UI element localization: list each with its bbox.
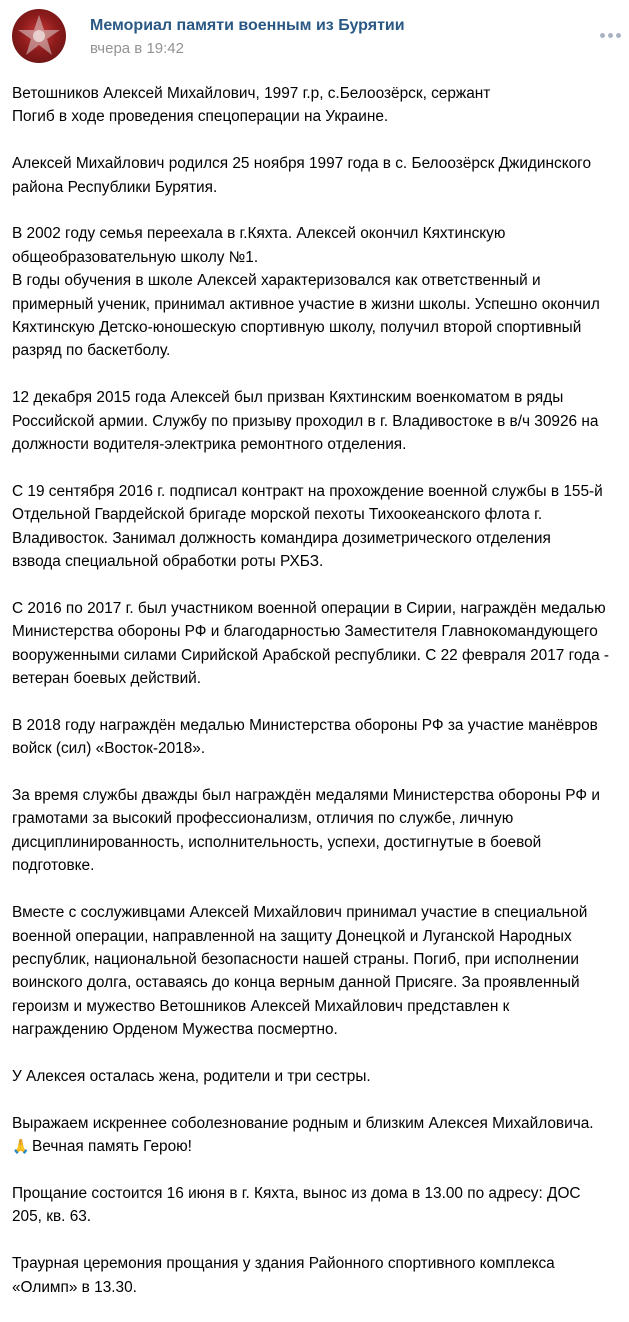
- memory-text: Вечная память Герою!: [32, 1138, 192, 1156]
- post-paragraph: В 2018 году награждён медалью Министерства обороны РФ за участие манёвров войск (сил) «Восток-2018».: [12, 716, 598, 758]
- condolence-text: Выражаем искреннее соболезнование родным и близким Алексея Михайловича.: [12, 1114, 594, 1132]
- post-paragraph: В 2002 году семья переехала в г.Кяхта. Алексей окончил Кяхтинскую общеобразовательную школу №1. В годы обучения в школе Алексей характеризовался как ответственный и примерный ученик, принимал активное участие в жизни школы. Успешно окончил Кяхтинскую Детско-юношескую спортивную школу, получил второй спортивный разряд по баскетболу.: [12, 225, 600, 360]
- post-paragraph: 12 декабря 2015 года Алексей был призван Кяхтинским военкоматом в ряды Российской армии. Службу по призыву проходил в г. Владивостоке в в/ч 30926 на должности водителя-электрика ремонтного отделения.: [12, 389, 599, 454]
- post-paragraph: За время службы дважды был награждён медалями Министерства обороны РФ и грамотами за высокий профессионализм, отличия по службе, личную дисциплинированность, исполнительность, успехи, достигнутые в боевой подготовке.: [12, 787, 600, 875]
- condolence-paragraph: [12, 1112, 620, 1159]
- post-paragraph: Алексей Михайлович родился 25 ноября 1997 года в с. Белоозёрск Джидинского района Республики Бурятия.: [12, 155, 592, 196]
- group-name-link[interactable]: Мемориал памяти военным из Бурятии: [90, 17, 405, 34]
- order-emblem-icon: [12, 9, 66, 63]
- post-timestamp[interactable]: вчера в 19:42: [90, 40, 184, 57]
- post-paragraph: Вместе с сослуживцами Алексей Михайлович принимал участие в специальной военной операции, направленной на защиту Донецкой и Луганской Народных республик, национальной безопасности нашей страны. Погиб, при исполнении воинского долга, оставаясь до конца верным данной Присяге. За проявленный героизм и мужество Ветошников Алексей Михайлович представлен к награждению Орденом Мужества посмертно.: [12, 904, 588, 1039]
- ellipsis-icon[interactable]: [598, 30, 624, 40]
- post-paragraph: У Алексея осталась жена, родители и три сестры.: [12, 1067, 371, 1085]
- farewell-paragraph: Прощание состоится 16 июня в г. Кяхта, вынос из дома в 13.00 по адресу: ДОС 205, кв. 63.: [12, 1184, 581, 1226]
- group-avatar[interactable]: [12, 9, 66, 63]
- post-paragraph: С 2016 по 2017 г. был участником военной операции в Сирии, награждён медалью Министерства обороны РФ и благодарностью Заместителя Главнокомандующего вооруженными силами Сирийской Арабской республики. С 22 февраля 2017 года - ветеран боевых действий.: [12, 599, 610, 688]
- post-paragraph: С 19 сентября 2016 г. подписал контракт на прохождение военной службы в 155-й Отдельной Гвардейской бригаде морской пехоты Тихоокеанского флота г. Владивосток. Занимал должность командира дозиметрического отделения взвода специальной обработки роты РХБЗ.: [12, 482, 603, 571]
- ceremony-paragraph: Траурная церемония прощания у здания Районного спортивного комплекса «Олимп» в 13.30.: [12, 1255, 555, 1296]
- post-paragraph: Ветошников Алексей Михайлович, 1997 г.р, с.Белоозёрск, сержант Погиб в ходе проведения спецоперации на Украине.: [12, 85, 491, 126]
- post-text: [12, 82, 620, 1322]
- post-header: [0, 0, 629, 70]
- folded-hands-icon: 🙏: [12, 1138, 30, 1155]
